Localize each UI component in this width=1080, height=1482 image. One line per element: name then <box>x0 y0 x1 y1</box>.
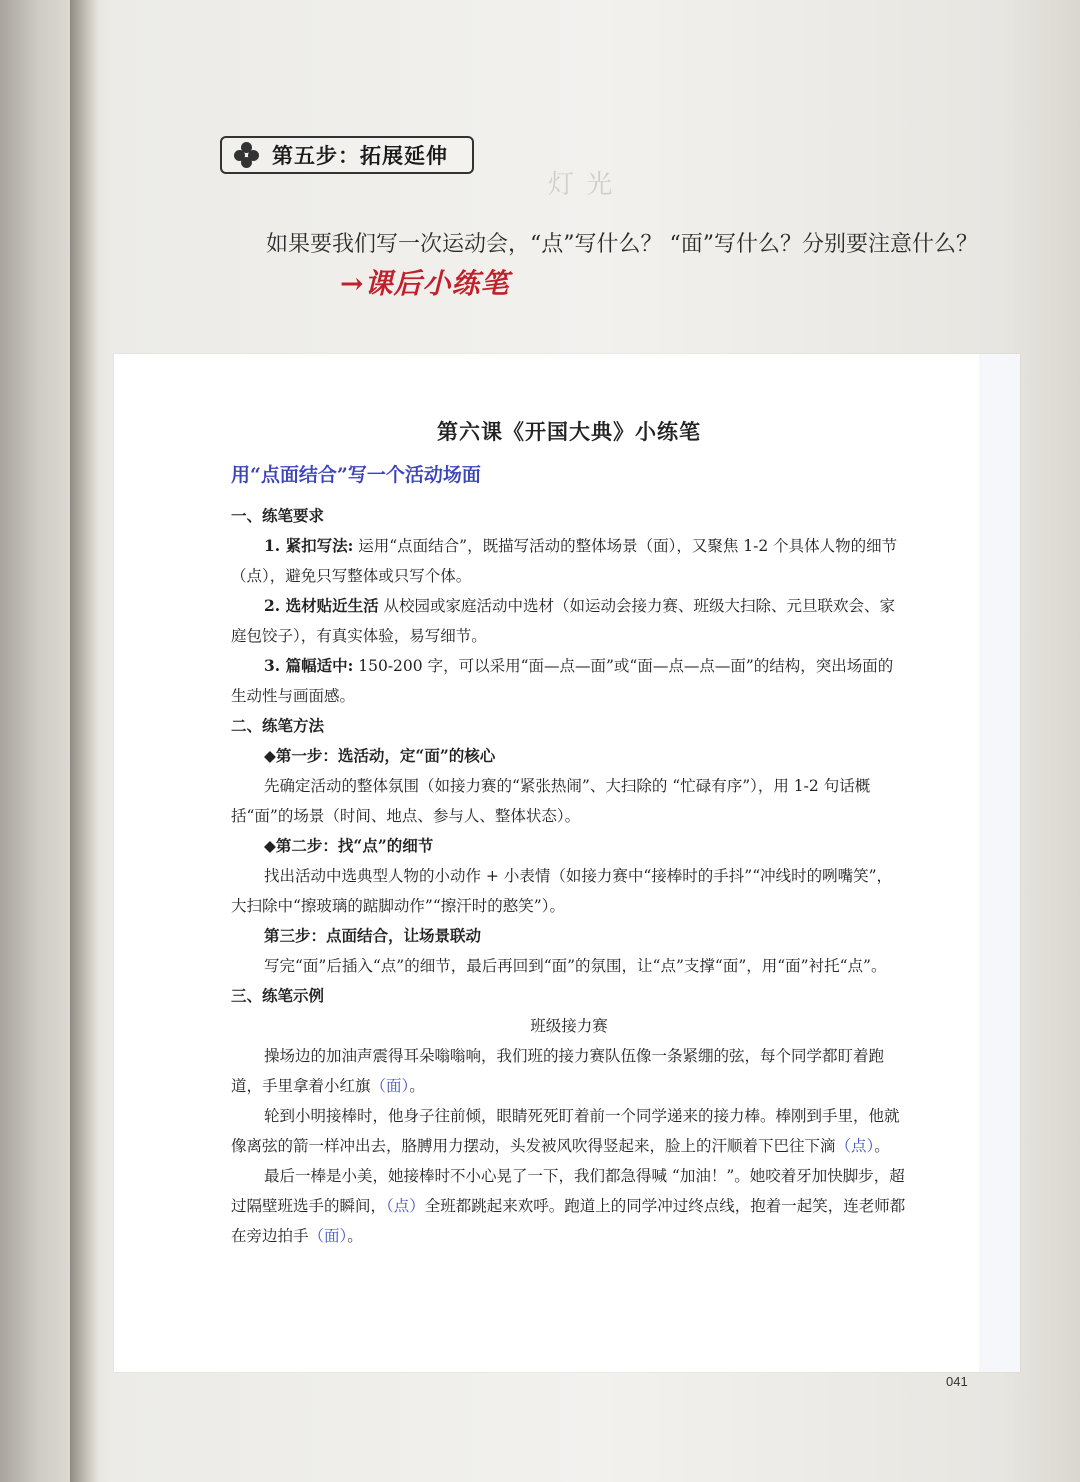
requirement-1-label: 1. 紧扣写法: <box>264 536 354 555</box>
example-p2-text: 轮到小明接棒时，他身子往前倾，眼睛死死盯着前一个同学递来的接力棒。棒刚到手里，他就像离弦的箭一样冲出去，胳膊用力摆动，头发被风吹得竖起来，脸上的汗顺着下巴往下滴 <box>231 1107 900 1155</box>
example-p3-tag-2: （面） <box>308 1227 348 1245</box>
example-p3-tag-1: （点） <box>386 1197 425 1215</box>
example-p3-mid: 全班都跳起来欢呼。跑道上的同学冲过终点线，抱着一起笑，连老师都在旁边拍手 <box>231 1197 906 1245</box>
example-paragraph-1 <box>231 1041 907 1101</box>
example-p2-tag: （点） <box>835 1137 875 1155</box>
requirement-3-label: 3. 篇幅适中: <box>264 656 354 675</box>
example-paragraph-3 <box>231 1161 907 1251</box>
bleed-through-title: 灯 光 <box>548 170 615 200</box>
example-p3-end: 。 <box>347 1227 363 1245</box>
practice-sheet <box>114 354 1020 1372</box>
example-p2-end: 。 <box>874 1137 890 1155</box>
example-p1-tag: （面） <box>370 1077 410 1095</box>
card-edge-strip <box>979 354 1020 1372</box>
example-p3-text: 最后一棒是小美，她接棒时不小心晃了一下，我们都急得喊 “加油！”。她咬着牙加快脚步，超过隔壁班选手的瞬间， <box>231 1167 905 1215</box>
example-p1-end: 。 <box>409 1077 425 1095</box>
requirement-1 <box>231 531 907 591</box>
step-five-box <box>220 136 474 174</box>
page-number: 041 <box>946 1374 968 1389</box>
requirement-2-text: 从校园或家庭活动中选材（如运动会接力赛、班级大扫除、元旦联欢会、家庭包饺子），有真实体验，易写细节。 <box>231 597 896 645</box>
book-question: 如果要我们写一次运动会，“点”写什么？ “面”写什么？分别要注意什么？ <box>266 232 978 257</box>
clover-icon <box>234 142 260 168</box>
handwritten-note: →课后小练笔 <box>340 267 510 300</box>
doc-title: 第六课《开国大典》小练笔 <box>437 419 701 444</box>
requirement-3 <box>231 651 907 711</box>
section-example: 三、练笔示例 <box>231 986 325 1005</box>
requirement-1-text: 运用“点面结合”，既描写活动的整体场景（面），又聚焦 1-2 个具体人物的细节（点），避免只写整体或只写个体。 <box>231 537 898 585</box>
method-step-1-heading: ◆第一步：选活动，定“面”的核心 <box>264 746 496 765</box>
example-p1-text: 操场边的加油声震得耳朵嗡嗡响，我们班的接力赛队伍像一条紧绷的弦，每个同学都盯着跑道，手里拿着小红旗 <box>231 1047 885 1095</box>
requirement-3-text: 150-200 字，可以采用“面—点—面”或“面—点—点—面”的结构，突出场面的生动性与画面感。 <box>231 657 894 705</box>
method-step-3-heading: 第三步：点面结合，让场景联动 <box>264 926 482 945</box>
example-paragraph-2 <box>231 1101 907 1161</box>
step-five-title: 第五步：拓展延伸 <box>272 143 448 168</box>
section-requirements: 一、练笔要求 <box>231 506 325 525</box>
method-step-3-text: 写完“面”后插入“点”的细节，最后再回到“面”的氛围，让“点”支撑“面”，用“面”衬托“点”。 <box>264 957 887 975</box>
practice-sheet-content <box>231 404 907 1251</box>
method-step-2-text: 找出活动中选典型人物的小动作 + 小表情（如接力赛中“接棒时的手抖”“冲线时的咧嘴笑”，大扫除中“擦玻璃的踮脚动作”“擦汗时的憨笑”）。 <box>231 867 893 915</box>
requirement-2 <box>231 591 907 651</box>
section-methods: 二、练笔方法 <box>231 716 325 735</box>
book-gutter <box>70 0 98 1482</box>
example-title: 班级接力赛 <box>530 1017 608 1035</box>
method-step-1-text: 先确定活动的整体氛围（如接力赛的“紧张热闹”、大扫除的 “忙碌有序”），用 1-2 句话概括“面”的场景（时间、地点、参与人、整体状态）。 <box>231 777 871 825</box>
method-step-2-heading: ◆第二步：找“点”的细节 <box>264 836 434 855</box>
doc-subtitle: 用“点面结合”写一个活动场面 <box>231 464 481 486</box>
requirement-2-label: 2. 选材贴近生活 <box>264 596 379 615</box>
